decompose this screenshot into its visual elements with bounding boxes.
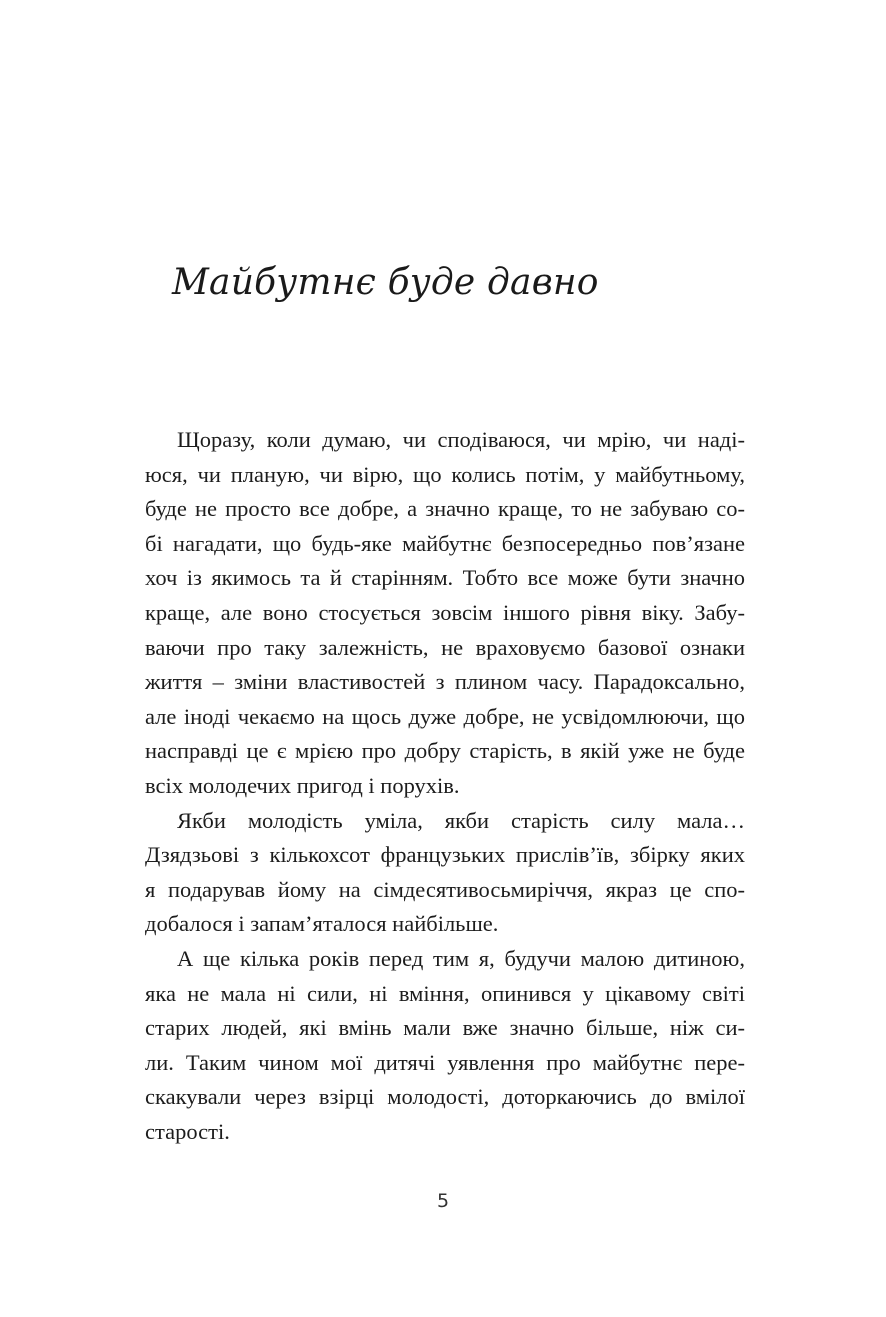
paragraph-3 bbox=[145, 942, 745, 1150]
text-line: краще, але воно стосується зовсім іншого рівня віку. Забу- bbox=[145, 599, 745, 625]
text-line: життя – зміни властивостей з плином часу. Парадоксально, bbox=[145, 669, 745, 695]
text-line: Дзядзьові з кількохсот французьких прислів’їв, збірку яких bbox=[145, 842, 745, 868]
paragraph-2 bbox=[145, 804, 745, 942]
body-text bbox=[145, 423, 745, 1149]
text-line: добалося і запам’яталося найбільше. bbox=[145, 911, 499, 937]
text-line: ли. Таким чином мої дитячі уявлення про майбутнє пере- bbox=[145, 1049, 745, 1075]
text-line: яка не мала ні сили, ні вміння, опинився у цікавому світі bbox=[145, 980, 745, 1006]
text-line: старості. bbox=[145, 1118, 230, 1144]
text-line: буде не просто все добре, а значно краще, то не забуваю со- bbox=[145, 496, 745, 522]
text-line: я подарував йому на сімдесятивосьмиріччя, якраз це спо- bbox=[145, 876, 745, 902]
text-line: всіх молодечих пригод і порухів. bbox=[145, 772, 460, 798]
paragraph-1 bbox=[145, 423, 745, 804]
text-line: бі нагадати, що будь-яке майбутнє безпосередньо пов’язане bbox=[145, 530, 745, 556]
text-line: А ще кілька років перед тим я, будучи малою дитиною, bbox=[177, 945, 745, 971]
text-line: скакували через взірці молодості, доторкаючись до вмілої bbox=[145, 1084, 745, 1110]
chapter-title: Майбутнє буде давно bbox=[172, 262, 599, 303]
text-line: ваючи про таку залежність, не враховуємо базової ознаки bbox=[145, 634, 745, 660]
page-number: 5 bbox=[436, 1190, 450, 1212]
text-line: хоч із якимось та й старінням. Тобто все може бути значно bbox=[145, 565, 745, 591]
text-line: старих людей, які вмінь мали вже значно більше, ніж си- bbox=[145, 1015, 745, 1041]
text-line: Якби молодість уміла, якби старість силу мала… bbox=[177, 807, 745, 833]
text-line: насправді це є мрією про добру старість, в якій уже не буде bbox=[145, 738, 745, 764]
text-line: але іноді чекаємо на щось дуже добре, не усвідомлюючи, що bbox=[145, 703, 745, 729]
text-line: юся, чи планую, чи вірю, що колись потім, у майбутньому, bbox=[145, 461, 745, 487]
text-line: Щоразу, коли думаю, чи сподіваюся, чи мрію, чи наді- bbox=[177, 427, 745, 452]
